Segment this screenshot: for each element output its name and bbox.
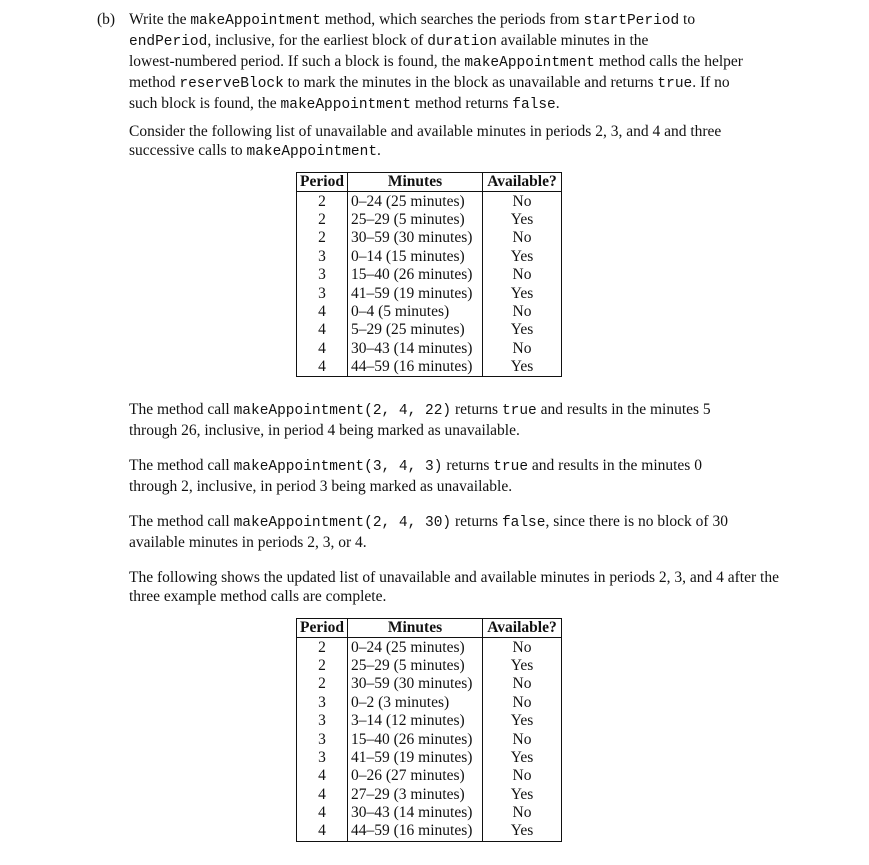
call-3-line-2: available minutes in periods 2, 3, or 4. — [129, 534, 367, 551]
cell-available: Yes — [483, 321, 562, 339]
table-row — [297, 192, 562, 211]
header-available: Available? — [483, 619, 562, 638]
cell-minutes: 0–2 (3 minutes) — [348, 694, 483, 712]
call-1-line-2: through 26, inclusive, in period 4 being marked as unavailable. — [129, 422, 520, 439]
following-line-2: three example method calls are complete. — [129, 588, 387, 605]
table-row — [297, 358, 562, 377]
cell-period: 4 — [297, 358, 348, 377]
cell-period: 2 — [297, 229, 348, 247]
cell-available: No — [483, 675, 562, 693]
table-row — [297, 211, 562, 229]
cell-period: 3 — [297, 712, 348, 730]
cell-available: No — [483, 730, 562, 748]
cell-minutes: 44–59 (16 minutes) — [348, 822, 483, 841]
cell-minutes: 27–29 (3 minutes) — [348, 786, 483, 804]
table-row — [297, 822, 562, 841]
cell-period: 4 — [297, 340, 348, 358]
call-3-paragraph — [129, 512, 819, 552]
availability-table-after — [296, 618, 562, 842]
call-1-line-1: The method call makeAppointment(2, 4, 22) returns true and results in the minutes 5 — [129, 401, 711, 419]
cell-available: No — [483, 192, 562, 211]
cell-available: Yes — [483, 284, 562, 302]
cell-period: 2 — [297, 675, 348, 693]
cell-minutes: 3–14 (12 minutes) — [348, 712, 483, 730]
intro-line-3: lowest-numbered period. If such a block is found, the makeAppointment method calls the helper — [129, 53, 743, 71]
intro-line-4: method reserveBlock to mark the minutes in the block as unavailable and returns true. If no — [129, 74, 730, 92]
header-available: Available? — [483, 173, 562, 192]
intro-line-1: Write the makeAppointment method, which searches the periods from startPeriod to — [129, 11, 696, 29]
header-period: Period — [297, 619, 348, 638]
table-row — [297, 712, 562, 730]
table-row — [297, 730, 562, 748]
cell-minutes: 30–59 (30 minutes) — [348, 229, 483, 247]
cell-minutes: 41–59 (19 minutes) — [348, 284, 483, 302]
header-period: Period — [297, 173, 348, 192]
cell-period: 3 — [297, 730, 348, 748]
table-row — [297, 303, 562, 321]
call-2-line-2: through 2, inclusive, in period 3 being marked as unavailable. — [129, 478, 513, 495]
table-row — [297, 340, 562, 358]
cell-minutes: 0–24 (25 minutes) — [348, 192, 483, 211]
cell-available: No — [483, 266, 562, 284]
header-minutes: Minutes — [348, 173, 483, 192]
cell-minutes: 30–43 (14 minutes) — [348, 804, 483, 822]
cell-period: 3 — [297, 749, 348, 767]
table-row — [297, 638, 562, 657]
table-row — [297, 229, 562, 247]
cell-period: 2 — [297, 192, 348, 211]
call-3-line-1: The method call makeAppointment(2, 4, 30) returns false, since there is no block of 30 — [129, 513, 728, 531]
table-row — [297, 786, 562, 804]
table-row — [297, 321, 562, 339]
table-row — [297, 248, 562, 266]
part-label: (b) — [97, 11, 116, 28]
cell-available: No — [483, 638, 562, 657]
cell-minutes: 0–26 (27 minutes) — [348, 767, 483, 785]
cell-available: No — [483, 767, 562, 785]
cell-available: Yes — [483, 712, 562, 730]
cell-available: No — [483, 303, 562, 321]
cell-period: 2 — [297, 657, 348, 675]
cell-period: 4 — [297, 767, 348, 785]
call-2-paragraph — [129, 456, 819, 496]
cell-available: Yes — [483, 211, 562, 229]
following-paragraph — [129, 568, 819, 606]
intro-line-2: endPeriod, inclusive, for the earliest block of duration available minutes in the — [129, 32, 649, 50]
table-row — [297, 657, 562, 675]
cell-minutes: 5–29 (25 minutes) — [348, 321, 483, 339]
call-2-line-1: The method call makeAppointment(3, 4, 3) returns true and results in the minutes 0 — [129, 457, 702, 475]
consider-line-1: Consider the following list of unavailable and available minutes in periods 2, 3, and 4 and three — [129, 123, 722, 140]
cell-available: No — [483, 804, 562, 822]
intro-paragraph — [129, 10, 819, 115]
cell-minutes: 30–43 (14 minutes) — [348, 340, 483, 358]
cell-available: Yes — [483, 786, 562, 804]
cell-minutes: 15–40 (26 minutes) — [348, 730, 483, 748]
cell-minutes: 30–59 (30 minutes) — [348, 675, 483, 693]
cell-period: 3 — [297, 266, 348, 284]
cell-available: No — [483, 229, 562, 247]
table-row — [297, 266, 562, 284]
cell-available: Yes — [483, 749, 562, 767]
following-line-1: The following shows the updated list of unavailable and available minutes in periods 2, 3, and 4 after the — [129, 569, 779, 586]
cell-period: 4 — [297, 321, 348, 339]
header-minutes: Minutes — [348, 619, 483, 638]
cell-period: 3 — [297, 248, 348, 266]
cell-minutes: 41–59 (19 minutes) — [348, 749, 483, 767]
table-row — [297, 804, 562, 822]
cell-period: 3 — [297, 284, 348, 302]
cell-period: 4 — [297, 822, 348, 841]
cell-period: 3 — [297, 694, 348, 712]
cell-available: Yes — [483, 358, 562, 377]
call-1-paragraph — [129, 400, 819, 440]
cell-minutes: 25–29 (5 minutes) — [348, 657, 483, 675]
cell-available: No — [483, 340, 562, 358]
availability-table-before — [296, 172, 562, 377]
cell-available: Yes — [483, 822, 562, 841]
cell-minutes: 0–14 (15 minutes) — [348, 248, 483, 266]
cell-available: Yes — [483, 248, 562, 266]
table-row — [297, 694, 562, 712]
cell-period: 4 — [297, 786, 348, 804]
cell-period: 2 — [297, 638, 348, 657]
table-row — [297, 284, 562, 302]
consider-line-2: successive calls to makeAppointment. — [129, 142, 381, 160]
cell-minutes: 0–4 (5 minutes) — [348, 303, 483, 321]
table-row — [297, 749, 562, 767]
intro-line-5: such block is found, the makeAppointment method returns false. — [129, 95, 560, 113]
cell-minutes: 15–40 (26 minutes) — [348, 266, 483, 284]
cell-minutes: 0–24 (25 minutes) — [348, 638, 483, 657]
cell-period: 4 — [297, 804, 348, 822]
table-row — [297, 675, 562, 693]
cell-available: Yes — [483, 657, 562, 675]
cell-minutes: 25–29 (5 minutes) — [348, 211, 483, 229]
cell-minutes: 44–59 (16 minutes) — [348, 358, 483, 377]
cell-period: 4 — [297, 303, 348, 321]
consider-paragraph — [129, 122, 819, 162]
cell-available: No — [483, 694, 562, 712]
cell-period: 2 — [297, 211, 348, 229]
table-row — [297, 767, 562, 785]
